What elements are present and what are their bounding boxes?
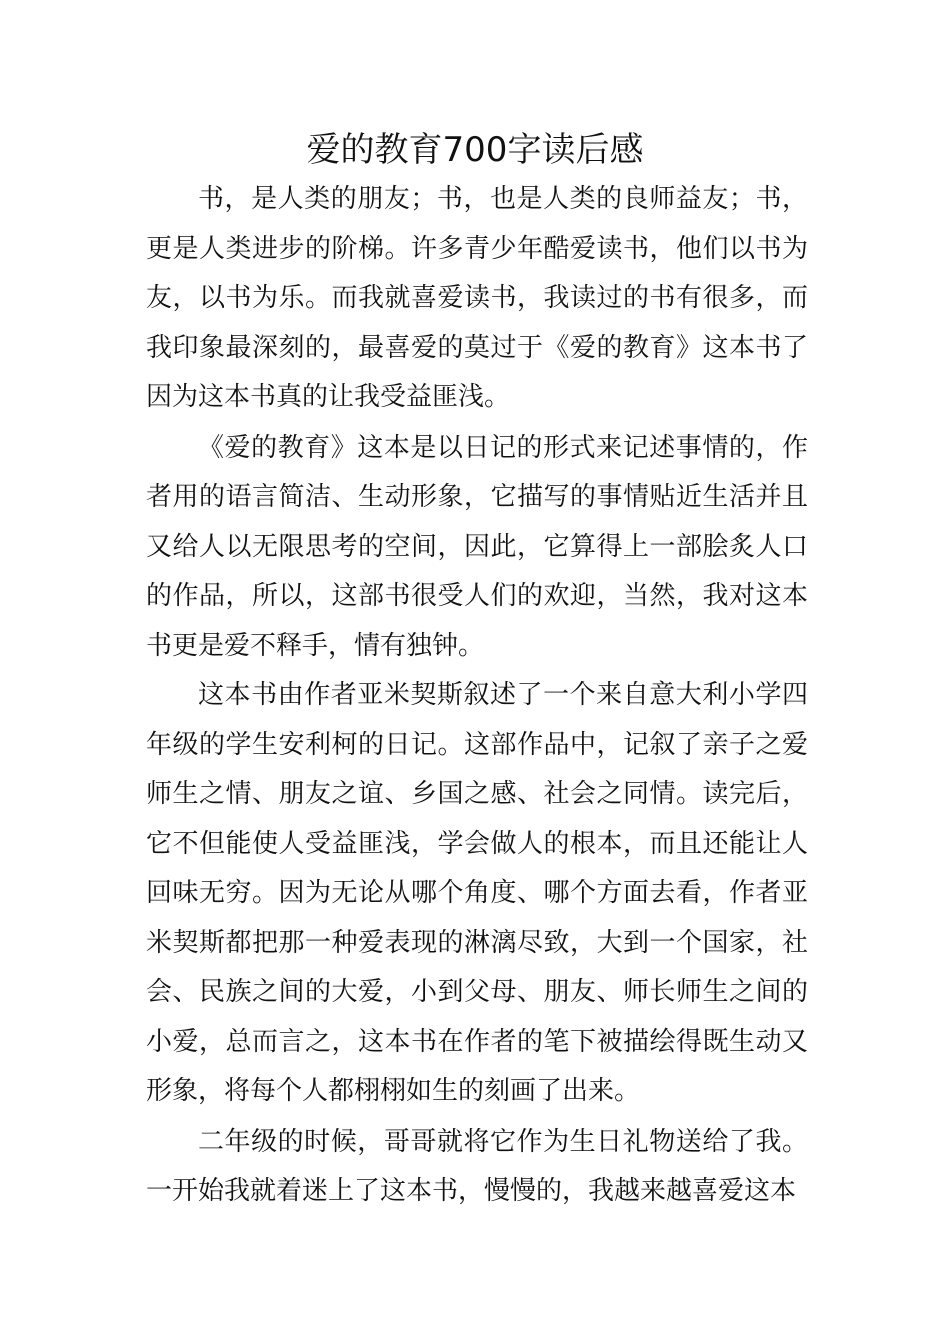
paragraph-4: 二年级的时候，哥哥就将它作为生日礼物送给了我。一开始我就着迷上了这本书，慢慢的，我越来越喜爱这本	[146, 1126, 808, 1206]
document-body	[146, 175, 808, 1218]
paragraph-2: 《爱的教育》这本是以日记的形式来记述事情的，作者用的语言简洁、生动形象，它描写的事情贴近生活并且又给人以无限思考的空间，因此，它算得上一部脍炙人口的作品，所以，这部书很受人们的欢迎，当然，我对这本书更是爱不释手，情有独钟。	[146, 432, 808, 661]
paragraph-1: 书，是人类的朋友；书，也是人类的良师益友；书，更是人类进步的阶梯。许多青少年酷爱读书，他们以书为友，以书为乐。而我就喜爱读书，我读过的书有很多，而我印象最深刻的，最喜爱的莫过于《爱的教育》这本书了因为这本书真的让我受益匪浅。	[146, 184, 808, 412]
document-title: 爱的教育700字读后感	[306, 130, 644, 170]
paragraph-3: 这本书由作者亚米契斯叙述了一个来自意大利小学四年级的学生安利柯的日记。这部作品中，记叙了亲子之爱师生之情、朋友之谊、乡国之感、社会之同情。读完后，它不但能使人受益匪浅，学会做人的根本，而且还能让人回味无穷。因为无论从哪个角度、哪个方面去看，作者亚米契斯都把那一种爱表现的淋漓尽致，大到一个国家，社会、民族之间的大爱，小到父母、朋友、师长师生之间的小爱，总而言之，这本书在作者的笔下被描绘得既生动又形象，将每个人都栩栩如生的刻画了出来。	[146, 680, 808, 1106]
